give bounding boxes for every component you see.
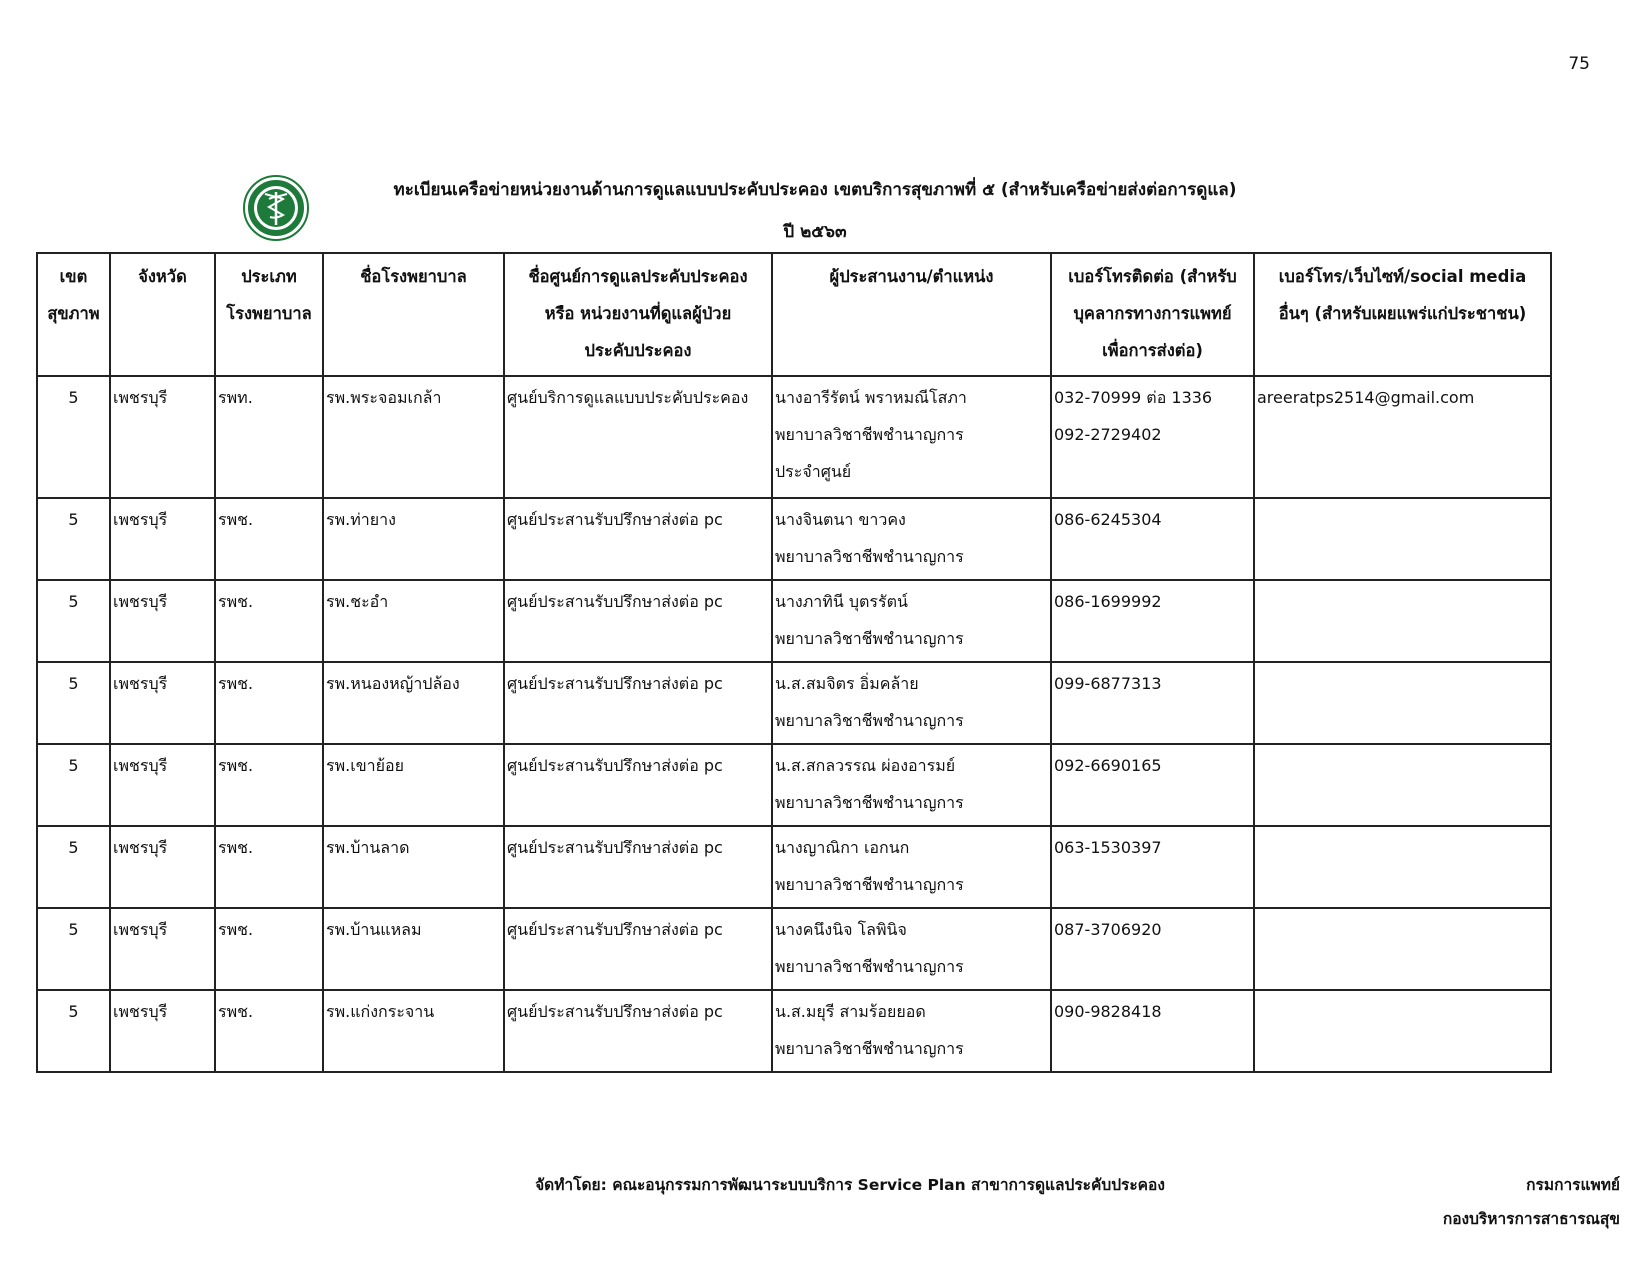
phone-cell-line: 063-1530397 — [1054, 838, 1162, 857]
table-header-row — [37, 253, 1551, 376]
coordinator-cell-line: พยาบาลวิชาชีพชำนาญการ — [775, 875, 964, 894]
phone-cell-line: 032-70999 ต่อ 1336 — [1054, 388, 1213, 407]
coordinator-cell-line: นางภาทินี บุตรรัตน์ — [775, 592, 908, 611]
public-contact-cell — [1254, 908, 1551, 990]
public-contact-cell — [1254, 580, 1551, 662]
coordinator-cell — [772, 376, 1051, 498]
phone-cell-line: 099-6877313 — [1054, 674, 1162, 693]
table-row — [37, 580, 1551, 662]
column-header-line: ผู้ประสานงาน/ตำแหน่ง — [829, 267, 994, 286]
coordinator-cell-line: พยาบาลวิชาชีพชำนาญการ — [775, 1039, 964, 1058]
column-header-line: อื่นๆ (สำหรับเผยแพร่แก่ประชาชน) — [1278, 304, 1527, 323]
coordinator-cell-line: น.ส.สมจิตร อิ่มคล้าย — [775, 674, 919, 693]
phone-cell — [1051, 376, 1254, 498]
phone-cell-line: 086-6245304 — [1054, 510, 1162, 529]
zone-cell: 5 — [37, 990, 110, 1072]
care-center-cell: ศูนย์ประสานรับปรึกษาส่งต่อ pc — [504, 744, 772, 826]
phone-cell-line: 087-3706920 — [1054, 920, 1162, 939]
hospital-type-cell: รพช. — [215, 990, 323, 1072]
table-row — [37, 662, 1551, 744]
coordinator-cell — [772, 908, 1051, 990]
table-row — [37, 376, 1551, 498]
phone-cell — [1051, 990, 1254, 1072]
phone-cell — [1051, 662, 1254, 744]
coordinator-cell-line: พยาบาลวิชาชีพชำนาญการ — [775, 425, 964, 444]
province-cell: เพชรบุรี — [110, 376, 215, 498]
phone-cell — [1051, 826, 1254, 908]
hospital-name-cell: รพ.ท่ายาง — [323, 498, 504, 580]
province-cell: เพชรบุรี — [110, 908, 215, 990]
column-header — [37, 253, 110, 376]
column-header-line: จังหวัด — [138, 267, 187, 286]
hospital-type-cell: รพท. — [215, 376, 323, 498]
column-header-line: โรงพยาบาล — [226, 304, 312, 323]
care-center-cell: ศูนย์บริการดูแลแบบประคับประคอง — [504, 376, 772, 498]
column-header-line: เขต — [59, 267, 88, 286]
hospital-type-cell: รพช. — [215, 662, 323, 744]
phone-cell-line: 092-2729402 — [1054, 425, 1162, 444]
coordinator-cell-line: พยาบาลวิชาชีพชำนาญการ — [775, 957, 964, 976]
province-cell: เพชรบุรี — [110, 498, 215, 580]
zone-cell: 5 — [37, 826, 110, 908]
zone-cell: 5 — [37, 908, 110, 990]
column-header-line: บุคลากรทางการแพทย์ — [1073, 304, 1232, 323]
care-center-cell: ศูนย์ประสานรับปรึกษาส่งต่อ pc — [504, 580, 772, 662]
column-header-line: ชื่อโรงพยาบาล — [360, 267, 467, 286]
public-contact-cell — [1254, 826, 1551, 908]
care-center-cell: ศูนย์ประสานรับปรึกษาส่งต่อ pc — [504, 990, 772, 1072]
coordinator-cell-line: นางจินตนา ขาวคง — [775, 510, 906, 529]
phone-cell-line: 090-9828418 — [1054, 1002, 1162, 1021]
table-row — [37, 826, 1551, 908]
coordinator-cell-line: น.ส.มยุรี สามร้อยยอด — [775, 1002, 926, 1021]
zone-cell: 5 — [37, 376, 110, 498]
column-header — [772, 253, 1051, 376]
hospital-name-cell: รพ.บ้านแหลม — [323, 908, 504, 990]
page-number: 75 — [1568, 54, 1590, 74]
hospital-type-cell: รพช. — [215, 744, 323, 826]
column-header-line: ชื่อศูนย์การดูแลประคับประคอง — [528, 267, 748, 286]
phone-cell-line: 092-6690165 — [1054, 756, 1162, 775]
coordinator-cell-line: พยาบาลวิชาชีพชำนาญการ — [775, 547, 964, 566]
coordinator-cell-line: ประจำศูนย์ — [775, 462, 852, 481]
document-year: ปี ๒๕๖๓ — [783, 222, 847, 242]
hospital-name-cell: รพ.เขาย้อย — [323, 744, 504, 826]
hospital-name-cell: รพ.แก่งกระจาน — [323, 990, 504, 1072]
hospital-type-cell: รพช. — [215, 826, 323, 908]
public-contact-cell: areeratps2514@gmail.com — [1254, 376, 1551, 498]
hospital-name-cell: รพ.พระจอมเกล้า — [323, 376, 504, 498]
care-center-cell: ศูนย์ประสานรับปรึกษาส่งต่อ pc — [504, 498, 772, 580]
zone-cell: 5 — [37, 744, 110, 826]
coordinator-cell — [772, 580, 1051, 662]
footer-org-medical-department: กรมการแพทย์ — [1526, 1176, 1620, 1194]
coordinator-cell — [772, 990, 1051, 1072]
public-contact-cell — [1254, 498, 1551, 580]
zone-cell: 5 — [37, 498, 110, 580]
column-header — [323, 253, 504, 376]
column-header-line: เบอร์โทร/เว็บไซท์/social media — [1278, 267, 1527, 286]
coordinator-cell-line: น.ส.สกลวรรณ ผ่องอารมย์ — [775, 756, 956, 775]
care-center-cell: ศูนย์ประสานรับปรึกษาส่งต่อ pc — [504, 908, 772, 990]
hospital-name-cell: รพ.บ้านลาด — [323, 826, 504, 908]
phone-cell — [1051, 580, 1254, 662]
public-contact-cell — [1254, 662, 1551, 744]
care-center-cell: ศูนย์ประสานรับปรึกษาส่งต่อ pc — [504, 662, 772, 744]
care-center-cell: ศูนย์ประสานรับปรึกษาส่งต่อ pc — [504, 826, 772, 908]
coordinator-cell-line: พยาบาลวิชาชีพชำนาญการ — [775, 793, 964, 812]
column-header — [1254, 253, 1551, 376]
column-header-line: สุขภาพ — [47, 304, 100, 323]
province-cell: เพชรบุรี — [110, 744, 215, 826]
phone-cell-line: 086-1699992 — [1054, 592, 1162, 611]
public-contact-cell — [1254, 990, 1551, 1072]
coordinator-cell-line: พยาบาลวิชาชีพชำนาญการ — [775, 629, 964, 648]
network-register-table — [36, 252, 1552, 1073]
footer-org-health-administration: กองบริหารการสาธารณสุข — [1442, 1210, 1620, 1228]
coordinator-cell — [772, 498, 1051, 580]
table-row — [37, 908, 1551, 990]
table-row — [37, 498, 1551, 580]
coordinator-cell-line: พยาบาลวิชาชีพชำนาญการ — [775, 711, 964, 730]
footer-prepared-by: จัดทำโดย: คณะอนุกรรมการพัฒนาระบบบริการ Service Plan สาขาการดูแลประคับประคอง — [535, 1176, 1165, 1194]
column-header-line: ประคับประคอง — [584, 341, 692, 360]
table-row — [37, 990, 1551, 1072]
hospital-name-cell: รพ.ชะอำ — [323, 580, 504, 662]
province-cell: เพชรบุรี — [110, 580, 215, 662]
column-header — [1051, 253, 1254, 376]
coordinator-cell — [772, 744, 1051, 826]
table-row — [37, 744, 1551, 826]
hospital-name-cell: รพ.หนองหญ้าปล้อง — [323, 662, 504, 744]
column-header-line: เบอร์โทรติดต่อ (สำหรับ — [1068, 267, 1237, 286]
zone-cell: 5 — [37, 662, 110, 744]
zone-cell: 5 — [37, 580, 110, 662]
phone-cell — [1051, 744, 1254, 826]
column-header — [504, 253, 772, 376]
province-cell: เพชรบุรี — [110, 826, 215, 908]
hospital-type-cell: รพช. — [215, 580, 323, 662]
province-cell: เพชรบุรี — [110, 662, 215, 744]
ministry-seal-icon — [243, 175, 309, 241]
column-header-line: เพื่อการส่งต่อ) — [1102, 341, 1203, 360]
hospital-type-cell: รพช. — [215, 908, 323, 990]
coordinator-cell-line: นางอารีรัตน์ พราหมณีโสภา — [775, 388, 967, 407]
document-title: ทะเบียนเครือข่ายหน่วยงานด้านการดูแลแบบประคับประคอง เขตบริการสุขภาพที่ ๕ (สำหรับเครือข่ายส่งต่อการดูแล) — [393, 180, 1237, 200]
column-header — [110, 253, 215, 376]
column-header-line: หรือ หน่วยงานที่ดูแลผู้ป่วย — [544, 304, 732, 323]
column-header-line: ประเภท — [241, 267, 297, 286]
coordinator-cell-line: นางคนึงนิจ โลพินิจ — [775, 920, 907, 939]
hospital-type-cell: รพช. — [215, 498, 323, 580]
public-contact-cell — [1254, 744, 1551, 826]
coordinator-cell — [772, 662, 1051, 744]
province-cell: เพชรบุรี — [110, 990, 215, 1072]
coordinator-cell-line: นางญาณิกา เอกนก — [775, 838, 910, 857]
column-header — [215, 253, 323, 376]
phone-cell — [1051, 498, 1254, 580]
phone-cell — [1051, 908, 1254, 990]
coordinator-cell — [772, 826, 1051, 908]
